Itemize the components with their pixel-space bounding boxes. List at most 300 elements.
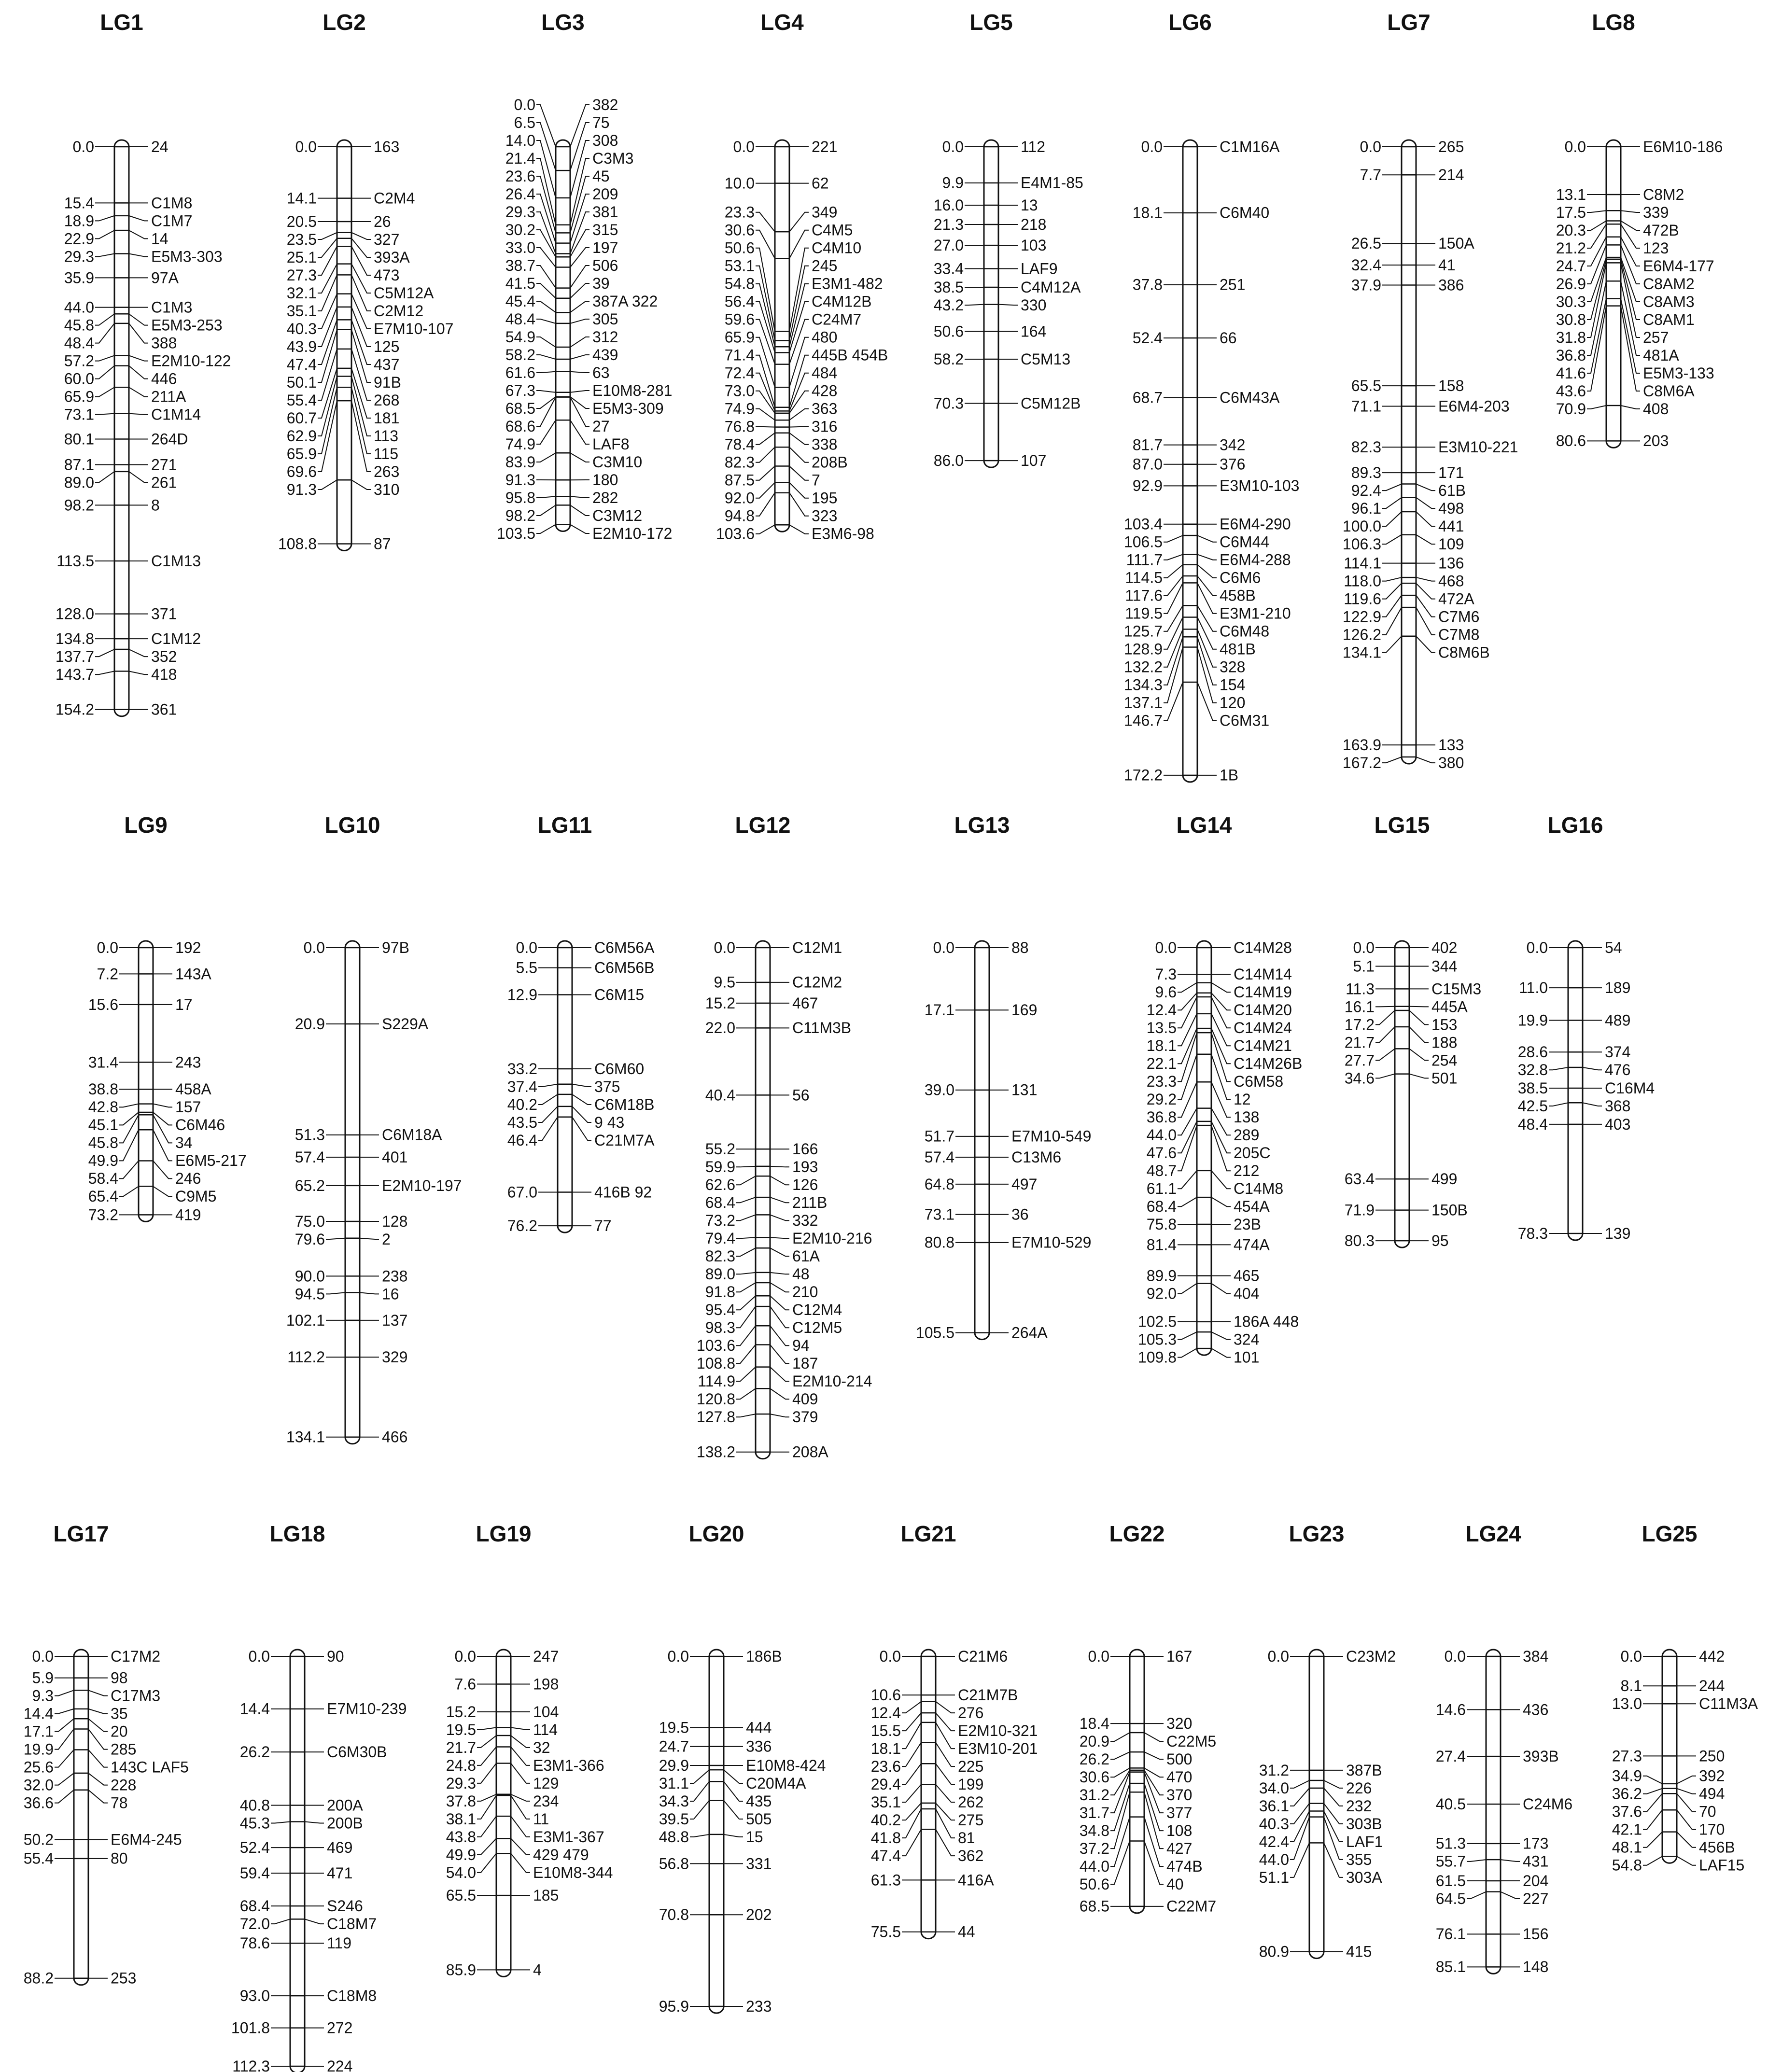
marker-label: 186B — [746, 1647, 782, 1665]
position-label: 6.5 — [514, 113, 535, 131]
position-label: 80.9 — [1259, 1943, 1289, 1960]
position-label: 82.3 — [724, 453, 755, 471]
position-leader — [1290, 1843, 1309, 1877]
marker-label: 264D — [151, 430, 188, 448]
position-leader — [326, 1238, 345, 1239]
marker-leader — [1324, 1780, 1343, 1788]
marker-leader — [1144, 1752, 1164, 1759]
position-label: 9.3 — [32, 1687, 54, 1705]
marker-label: C17M2 — [111, 1647, 161, 1665]
position-label: 73.1 — [64, 406, 94, 423]
position-label: 20.9 — [295, 1015, 325, 1033]
position-label: 56.8 — [659, 1855, 689, 1873]
marker-label: 416B 92 — [594, 1183, 652, 1201]
marker-leader — [789, 433, 809, 445]
marker-label: E3M1-366 — [533, 1756, 604, 1774]
marker-leader — [360, 1292, 379, 1294]
marker-label: 386 — [1438, 276, 1464, 294]
position-label: 68.6 — [505, 417, 535, 435]
marker-label: 261 — [151, 474, 177, 491]
marker-label: 44 — [958, 1923, 975, 1941]
marker-label: 409 — [792, 1390, 818, 1408]
position-label: 15.4 — [64, 194, 94, 212]
position-label: 73.2 — [88, 1206, 118, 1224]
position-label: 62.9 — [286, 427, 317, 445]
marker-label: E7M10-239 — [327, 1700, 407, 1718]
marker-label: 137 — [382, 1311, 408, 1329]
marker-label: 14 — [151, 230, 168, 248]
marker-label: 505 — [746, 1810, 772, 1828]
marker-label: 150A — [1438, 235, 1474, 252]
position-leader — [1110, 1752, 1130, 1759]
marker-leader — [351, 330, 371, 382]
marker-label: 429 479 — [533, 1846, 589, 1863]
marker-label: 268 — [374, 391, 400, 409]
position-label: 18.9 — [64, 212, 94, 230]
position-leader — [1382, 498, 1402, 509]
marker-label: 35 — [111, 1705, 128, 1722]
marker-label: E3M1-210 — [1220, 604, 1291, 622]
position-label: 95.9 — [659, 1997, 689, 2015]
marker-label: 472B — [1643, 221, 1679, 239]
marker-leader — [153, 1186, 172, 1196]
marker-label: E6M4-290 — [1220, 515, 1291, 533]
marker-label: 170 — [1699, 1820, 1725, 1838]
marker-leader — [351, 480, 371, 490]
marker-label: C14M8 — [1234, 1180, 1284, 1198]
marker-leader — [305, 1821, 324, 1823]
marker-label: 473 — [374, 266, 400, 284]
position-leader — [477, 1764, 496, 1783]
position-label: 44.0 — [1259, 1850, 1289, 1868]
marker-label: 316 — [812, 418, 838, 435]
chromosome-bar — [921, 1650, 936, 1939]
position-label: 93.0 — [239, 1987, 270, 2004]
position-label: 31.2 — [1259, 1761, 1289, 1779]
position-label: 48.4 — [505, 310, 535, 328]
marker-leader — [570, 505, 589, 516]
marker-label: 458B — [1220, 587, 1256, 604]
marker-label: 26 — [374, 212, 391, 230]
position-leader — [55, 1709, 74, 1714]
marker-label: C21M7A — [594, 1131, 655, 1149]
marker-label: 218 — [1021, 215, 1047, 233]
position-label: 94.8 — [724, 507, 755, 525]
marker-label: 97A — [151, 269, 179, 287]
position-label: 0.0 — [454, 1647, 476, 1665]
marker-label: 4 — [533, 1961, 542, 1979]
position-label: 14.4 — [23, 1705, 54, 1722]
marker-leader — [1583, 1067, 1602, 1070]
marker-label: 224 — [327, 2057, 353, 2072]
position-label: 112.3 — [232, 2057, 270, 2072]
marker-label: 13 — [1021, 196, 1038, 214]
position-label: 51.1 — [1259, 1868, 1289, 1886]
marker-label: 204 — [1523, 1872, 1549, 1890]
position-leader — [1643, 1789, 1662, 1794]
linkage-group-title: LG22 — [1109, 1521, 1165, 1546]
position-label: 30.3 — [1556, 293, 1586, 310]
marker-label: 272 — [327, 2019, 353, 2037]
marker-leader — [936, 1702, 955, 1713]
marker-label: 88 — [1011, 938, 1029, 956]
position-leader — [1587, 224, 1606, 248]
marker-leader — [1211, 1332, 1231, 1340]
position-label: 26.4 — [505, 185, 535, 203]
position-label: 33.4 — [933, 260, 964, 278]
marker-label: 209 — [592, 185, 618, 203]
position-label: 33.2 — [507, 1060, 537, 1078]
position-leader — [536, 158, 556, 225]
position-label: 12.4 — [870, 1704, 901, 1722]
marker-leader — [1197, 576, 1217, 596]
marker-leader — [88, 1719, 108, 1731]
position-label: 65.5 — [1351, 377, 1381, 395]
position-label: 40.4 — [705, 1086, 735, 1104]
marker-label: 200B — [327, 1814, 363, 1832]
position-label: 15.2 — [705, 994, 735, 1012]
position-leader — [95, 216, 114, 221]
position-label: 17.1 — [924, 1001, 954, 1019]
linkage-group-title: LG12 — [735, 812, 791, 838]
marker-label: C6M30B — [327, 1743, 387, 1761]
position-leader — [756, 493, 775, 516]
position-label: 68.7 — [1132, 389, 1163, 406]
position-label: 72.0 — [239, 1915, 270, 1932]
marker-leader — [351, 349, 371, 400]
position-label: 13.1 — [1556, 185, 1586, 203]
position-label: 87.0 — [1132, 455, 1163, 473]
position-label: 128.9 — [1123, 640, 1163, 658]
marker-label: C8M2 — [1643, 185, 1684, 203]
position-leader — [756, 483, 775, 498]
marker-label: 439 — [592, 346, 618, 364]
marker-label: C1M12 — [151, 630, 201, 647]
marker-label: E2M10-321 — [958, 1722, 1038, 1740]
marker-label: 123 — [1643, 239, 1669, 257]
marker-label: 250 — [1699, 1747, 1725, 1765]
marker-leader — [88, 1790, 108, 1803]
marker-label: 371 — [151, 605, 177, 623]
position-leader — [536, 453, 556, 462]
marker-leader — [1501, 1860, 1520, 1862]
position-label: 13.0 — [1612, 1695, 1642, 1713]
marker-leader — [770, 1388, 789, 1399]
marker-leader — [1211, 1197, 1231, 1206]
marker-leader — [724, 1834, 743, 1837]
marker-label: C5M12A — [374, 284, 434, 302]
marker-label: 444 — [746, 1719, 772, 1736]
position-label: 33.0 — [505, 238, 535, 256]
marker-label: C6M31 — [1220, 712, 1270, 729]
position-label: 54.8 — [724, 275, 755, 293]
linkage-group-lg16 — [1518, 812, 1655, 1242]
marker-leader — [1677, 1793, 1696, 1812]
chromosome-bar — [1130, 1650, 1144, 1913]
position-leader — [1375, 1027, 1395, 1042]
position-label: 117.6 — [1125, 587, 1163, 604]
marker-leader — [360, 1238, 379, 1239]
marker-label: 232 — [1346, 1797, 1372, 1815]
marker-leader — [1144, 1792, 1164, 1848]
chromosome-bar — [1395, 941, 1409, 1247]
position-label: 55.7 — [1435, 1852, 1466, 1870]
position-label: 103.6 — [716, 525, 755, 543]
linkage-group-lg24 — [1436, 1521, 1572, 1975]
linkage-group-lg9 — [88, 812, 247, 1223]
marker-label: 56 — [792, 1086, 810, 1104]
chromosome-bar — [1568, 941, 1583, 1240]
position-leader — [756, 212, 775, 232]
linkage-group-title: LG10 — [324, 812, 380, 838]
marker-leader — [1583, 1103, 1602, 1106]
marker-label: C24M6 — [1523, 1795, 1573, 1813]
position-label: 43.9 — [286, 337, 317, 355]
position-leader — [1110, 1817, 1130, 1866]
marker-leader — [153, 1161, 172, 1179]
marker-label: 78 — [111, 1794, 128, 1812]
position-label: 20.9 — [1079, 1732, 1109, 1750]
marker-leader — [1197, 535, 1217, 542]
position-label: 29.9 — [659, 1756, 689, 1774]
marker-label: 9 43 — [594, 1113, 625, 1131]
marker-leader — [1197, 565, 1217, 578]
marker-label: C6M18A — [382, 1126, 442, 1144]
marker-label: E7M10-529 — [1011, 1233, 1092, 1251]
position-label: 50.1 — [286, 373, 317, 391]
marker-label: E3M1-482 — [812, 275, 883, 293]
marker-label: 499 — [1431, 1170, 1458, 1188]
marker-label: C2M12 — [374, 302, 424, 320]
position-label: 52.4 — [239, 1839, 270, 1857]
position-label: 90.0 — [295, 1267, 325, 1285]
position-label: 21.3 — [933, 215, 964, 233]
marker-label: 226 — [1346, 1779, 1372, 1797]
marker-label: 427 — [1166, 1839, 1193, 1857]
position-leader — [756, 337, 775, 387]
linkage-group-lg10 — [286, 812, 462, 1446]
marker-label: E5M3-253 — [151, 316, 223, 334]
position-label: 20.5 — [286, 212, 317, 230]
marker-label: E2M10-216 — [792, 1230, 872, 1247]
marker-label: 327 — [374, 230, 400, 248]
position-label: 132.2 — [1123, 658, 1163, 676]
marker-leader — [88, 1729, 108, 1749]
marker-label: 489 — [1605, 1011, 1631, 1029]
position-label: 70.9 — [1556, 400, 1586, 418]
marker-label: 355 — [1346, 1850, 1372, 1868]
linkage-group-title: LG11 — [537, 812, 592, 838]
position-label: 0.0 — [1444, 1647, 1466, 1665]
position-label: 45.8 — [64, 316, 94, 334]
position-leader — [477, 1727, 496, 1729]
position-label: 17.1 — [23, 1722, 54, 1740]
position-label: 9.6 — [1155, 983, 1177, 1001]
position-leader — [736, 1248, 756, 1256]
position-label: 50.6 — [1079, 1875, 1109, 1893]
position-label: 18.1 — [1132, 204, 1163, 222]
position-label: 102.5 — [1137, 1313, 1177, 1330]
marker-label: E7M10-107 — [374, 320, 454, 337]
position-label: 71.4 — [724, 346, 755, 364]
position-leader — [690, 1801, 709, 1819]
marker-label: E3M10-103 — [1220, 477, 1300, 495]
marker-leader — [572, 1084, 591, 1087]
position-label: 19.9 — [23, 1740, 54, 1758]
position-label: 42.5 — [1517, 1097, 1548, 1115]
position-label: 0.0 — [733, 138, 755, 155]
position-label: 42.8 — [88, 1098, 118, 1116]
marker-label: 476 — [1605, 1061, 1631, 1079]
position-leader — [318, 480, 337, 490]
marker-leader — [570, 337, 589, 347]
position-label: 36.6 — [23, 1794, 54, 1812]
linkage-group-title: LG16 — [1547, 812, 1603, 838]
marker-leader — [511, 1747, 530, 1765]
marker-label: 388 — [151, 334, 177, 352]
marker-label: E10M8-424 — [746, 1756, 826, 1774]
position-leader — [271, 1919, 290, 1924]
marker-label: 87 — [374, 535, 391, 553]
position-leader — [538, 1106, 558, 1122]
marker-leader — [129, 472, 148, 483]
position-label: 35.1 — [286, 302, 317, 320]
marker-leader — [570, 319, 589, 323]
chromosome-bar — [1197, 941, 1211, 1355]
position-label: 37.2 — [1079, 1839, 1109, 1857]
marker-label: 324 — [1234, 1330, 1260, 1348]
marker-label: 221 — [812, 138, 838, 155]
marker-leader — [570, 194, 589, 243]
marker-label: 418 — [151, 665, 177, 683]
position-label: 75.5 — [870, 1923, 901, 1941]
position-leader — [55, 1773, 74, 1785]
marker-label: E3M10-221 — [1438, 438, 1518, 456]
position-label: 75.0 — [295, 1212, 325, 1230]
marker-label: 339 — [1643, 203, 1669, 221]
position-label: 49.9 — [88, 1152, 118, 1170]
position-label: 65.4 — [88, 1188, 118, 1205]
marker-label: 484 — [812, 364, 838, 382]
position-label: 50.6 — [724, 239, 755, 257]
position-label: 41.5 — [505, 274, 535, 292]
marker-label: 126 — [792, 1176, 818, 1194]
linkage-group-title: LG9 — [124, 812, 168, 838]
marker-label: 474B — [1166, 1857, 1203, 1875]
linkage-group-lg8 — [1556, 10, 1723, 449]
marker-label: E2M10-197 — [382, 1176, 462, 1194]
marker-label: 167 — [1166, 1647, 1193, 1665]
marker-label: 246 — [175, 1170, 201, 1188]
position-leader — [902, 1702, 921, 1713]
position-label: 38.5 — [1517, 1079, 1548, 1097]
position-label: 85.1 — [1435, 1958, 1466, 1976]
marker-label: C14M14 — [1234, 966, 1292, 983]
marker-label: 210 — [792, 1283, 818, 1301]
marker-label: 285 — [111, 1740, 137, 1758]
marker-label: 282 — [592, 489, 618, 506]
marker-label: 467 — [792, 994, 818, 1012]
position-label: 163.9 — [1342, 736, 1381, 754]
position-label: 82.3 — [1351, 438, 1381, 456]
marker-label: 11 — [533, 1810, 549, 1828]
marker-label: 40 — [1166, 1875, 1184, 1893]
chromosome-bar — [558, 941, 572, 1232]
linkage-group-title: LG5 — [969, 10, 1013, 35]
position-label: 106.5 — [1123, 533, 1163, 551]
position-label: 113.5 — [56, 552, 94, 570]
linkage-group-lg13 — [916, 812, 1092, 1341]
marker-leader — [570, 140, 589, 198]
position-leader — [1382, 583, 1402, 599]
position-leader — [1178, 1284, 1197, 1294]
position-label: 14.1 — [286, 189, 317, 207]
marker-label: 208A — [792, 1443, 828, 1461]
position-label: 80.1 — [64, 430, 94, 448]
marker-label: 352 — [151, 647, 177, 665]
linkage-group-title: LG6 — [1168, 10, 1212, 35]
marker-label: C14M21 — [1234, 1037, 1292, 1055]
position-label: 137.1 — [1123, 694, 1163, 712]
position-label: 47.4 — [870, 1847, 901, 1865]
marker-label: 77 — [594, 1217, 612, 1234]
marker-label: C6M60 — [594, 1060, 645, 1078]
position-label: 137.7 — [55, 647, 94, 665]
position-label: 40.2 — [507, 1095, 537, 1113]
marker-label: 113 — [374, 427, 399, 445]
position-leader — [536, 140, 556, 198]
position-label: 89.3 — [1351, 463, 1381, 481]
marker-label: 32 — [533, 1738, 550, 1756]
marker-label: 392 — [1699, 1767, 1725, 1785]
position-leader — [902, 1742, 921, 1766]
position-label: 40.3 — [286, 320, 317, 337]
position-leader — [326, 1292, 345, 1294]
marker-label: C17M3 — [111, 1687, 161, 1705]
marker-label: 257 — [1643, 328, 1669, 346]
marker-label: C16M4 — [1605, 1079, 1655, 1097]
position-leader — [1178, 1121, 1197, 1153]
marker-leader — [1416, 636, 1435, 653]
marker-label: C14M28 — [1234, 938, 1292, 956]
position-label: 32.0 — [23, 1776, 54, 1794]
marker-label: 454A — [1234, 1198, 1270, 1216]
marker-label: 387B — [1346, 1761, 1382, 1779]
position-leader — [1382, 535, 1402, 544]
marker-label: 98 — [111, 1669, 128, 1687]
marker-label: 143A — [175, 965, 211, 983]
marker-label: 36 — [1011, 1205, 1029, 1223]
position-label: 92.4 — [1351, 481, 1381, 499]
position-leader — [119, 1112, 139, 1125]
marker-label: C1M3 — [151, 298, 193, 316]
marker-label: C1M13 — [151, 552, 201, 570]
marker-label: C8M6B — [1438, 644, 1490, 661]
marker-label: 62 — [812, 174, 829, 192]
marker-label: 205C — [1234, 1144, 1271, 1162]
position-label: 44.0 — [64, 298, 94, 316]
marker-label: 338 — [812, 435, 838, 453]
position-label: 64.5 — [1435, 1890, 1466, 1907]
position-label: 134.1 — [286, 1428, 325, 1446]
marker-leader — [129, 366, 148, 379]
marker-label: C21M6 — [958, 1647, 1008, 1665]
position-leader — [55, 1690, 74, 1695]
marker-label: C3M10 — [592, 453, 643, 471]
position-label: 37.8 — [446, 1792, 476, 1810]
chromosome-bar — [290, 1650, 305, 2072]
position-label: 20.3 — [1556, 221, 1586, 239]
